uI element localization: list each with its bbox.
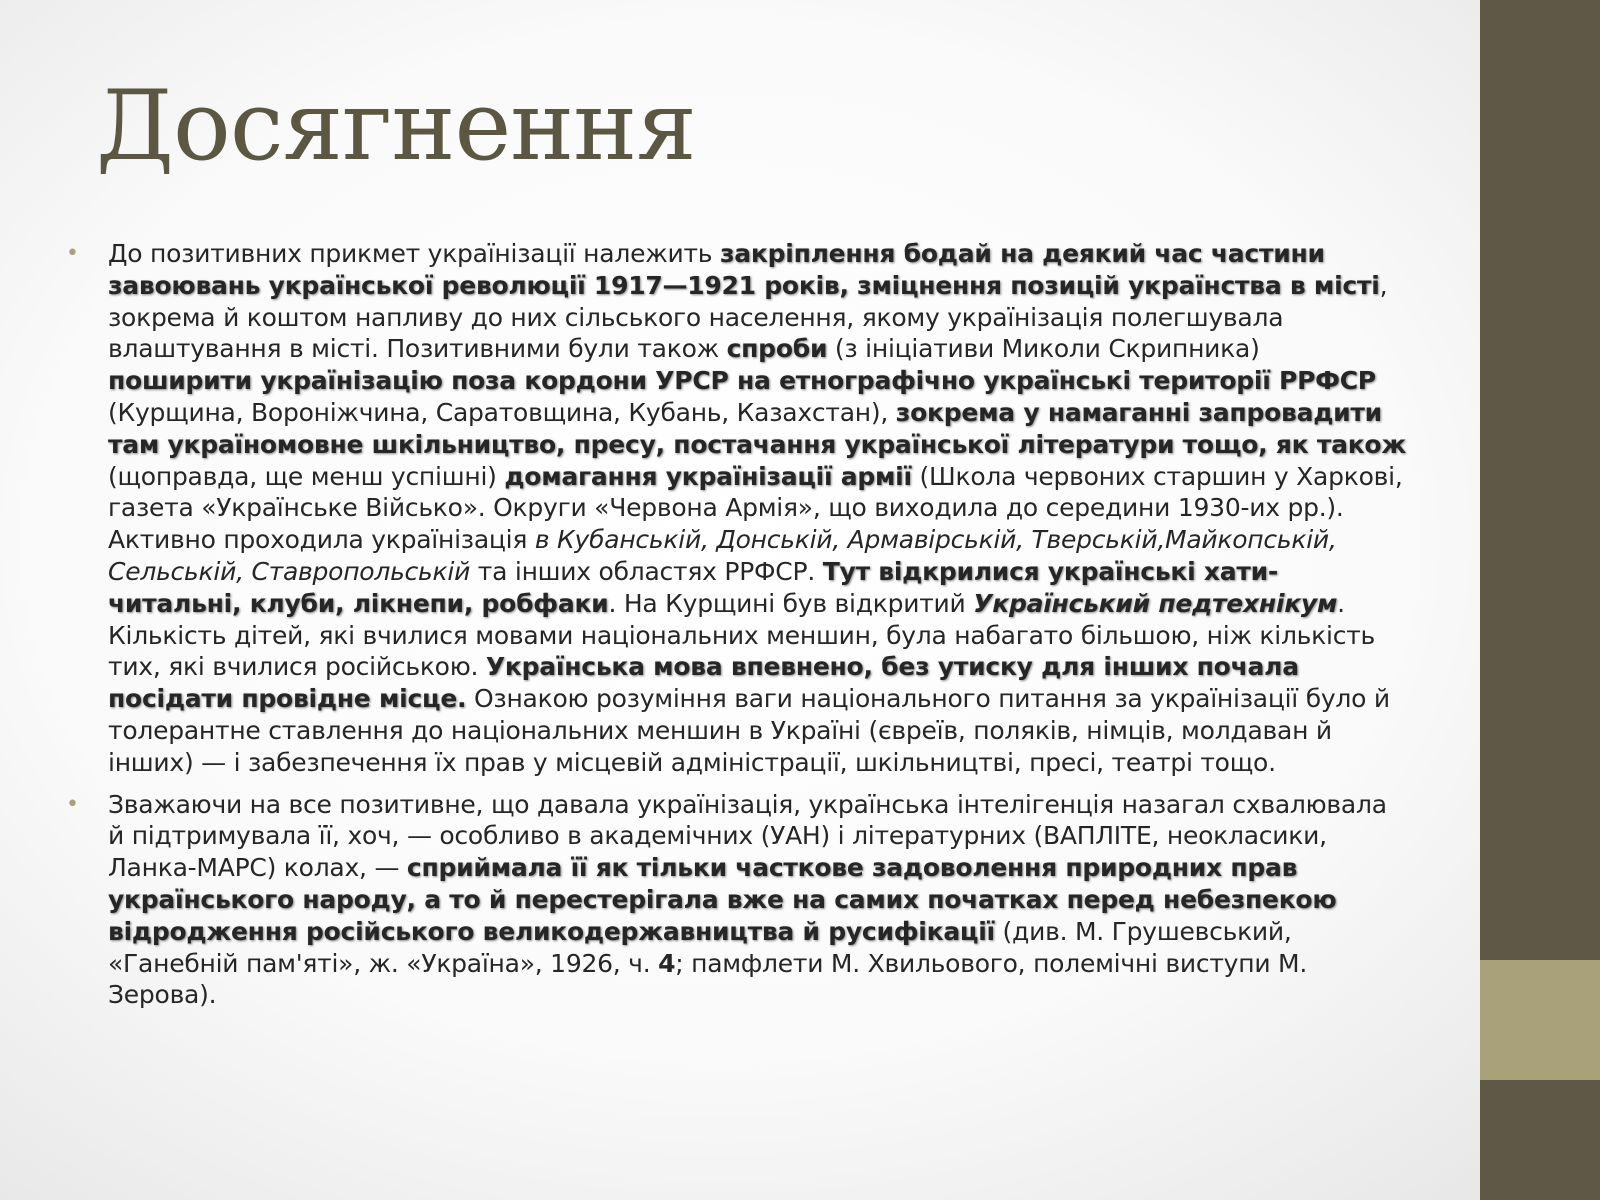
text-segment: . Кількість дітей, які вчилися мовами національних меншин, була набагато більшою, ніж кількість тих, які вчилися російською. bbox=[108, 588, 1376, 682]
highlighted-text: домагання українізації армії bbox=[504, 461, 912, 491]
bullet-list bbox=[66, 238, 1406, 1011]
highlighted-text: поширити українізацію поза кордони УРСР на етнографічно українські території РРФСР bbox=[108, 366, 1376, 396]
highlighted-text: спроби bbox=[726, 334, 828, 364]
highlighted-text: зокрема у намаганні запровадити там україномовне шкільництво, пресу, постачання української літератури тощо, як також bbox=[108, 397, 1406, 459]
side-decor-accent bbox=[1480, 960, 1600, 1080]
text-segment: ; памфлети М. Хвильового, полемічні виступи М. Зерова). bbox=[108, 948, 1308, 1010]
text-segment: Ознакою розуміння ваги національного питання за українізації було й толерантне ставлення до національних меншин в Україні (євреїв, поляків, німців, молдаван й інших) — і забезпечення їх прав у місцевій адміністрації, шкільництві, пресі, театрі тощо. bbox=[108, 684, 1390, 777]
bold-text: 4 bbox=[658, 948, 676, 978]
bullet-item bbox=[66, 789, 1406, 1012]
text-segment: , зокрема й коштом напливу до них сільського населення, якому українізація полегшувала влаштування в місті. Позитивними були також bbox=[108, 270, 1388, 364]
text-segment: . На Курщині був відкритий bbox=[608, 588, 974, 618]
highlighted-text: закріплення бодай на деякий час частини завоювань української революції 1917—1921 років, зміцнення позицій українства в місті bbox=[108, 239, 1380, 300]
text-segment: (Школа червоних старшин у Харкові, газета «Українське Військо». Округи «Червона Армія», що виходила до середини 1930-их рр.). Активно проходила українізація bbox=[108, 461, 1403, 555]
highlighted-text: Тут відкрилися українські хати-читальні, клуби, лікнепи, робфаки bbox=[108, 556, 1279, 618]
highlighted-text: Українська мова впевнено, без утиску для інших почала посідати провідне місце. bbox=[108, 652, 1299, 714]
highlighted-italic-text: Український педтехнікум bbox=[973, 588, 1338, 618]
text-segment: (Курщина, Вороніжчина, Саратовщина, Кубань, Казахстан), bbox=[108, 397, 896, 427]
text-segment: До позитивних прикмет українізації належить bbox=[108, 239, 720, 268]
text-segment: (див. М. Грушевський, «Ганебній пам'яті», ж. «Україна», 1926, ч. bbox=[108, 916, 1292, 978]
bullet-item bbox=[66, 238, 1406, 779]
bullet-icon: • bbox=[66, 791, 79, 817]
highlighted-text: сприймала її як тільки часткове задоволення природних прав українського народу, а то й перестерігала вже на самих початках перед небезпекою відродження російського великодержавництва й русифікації bbox=[108, 853, 1337, 946]
text-segment: Зважаючи на все позитивне, що давала українізація, українська інтелігенція назагал схвалювала й підтримувала її, хоч, — особливо в академічних (УАН) і літературних (ВАПЛІТЕ, неокласики, Ланка-МАРС) колах, — bbox=[108, 789, 1387, 883]
text-segment: та інших областях РРФСР. bbox=[470, 556, 823, 586]
text-segment: (щоправда, ще менш успішні) bbox=[108, 461, 505, 491]
slide-title: Досягнення bbox=[96, 70, 696, 182]
bullet-icon: • bbox=[66, 241, 79, 266]
text-segment: (з ініціативи Миколи Скрипника) bbox=[827, 334, 1260, 364]
italic-text: в Кубанській, Донській, Армавірській, Тверській,Майкопській, Сельській, Ставропольській bbox=[108, 525, 1337, 586]
